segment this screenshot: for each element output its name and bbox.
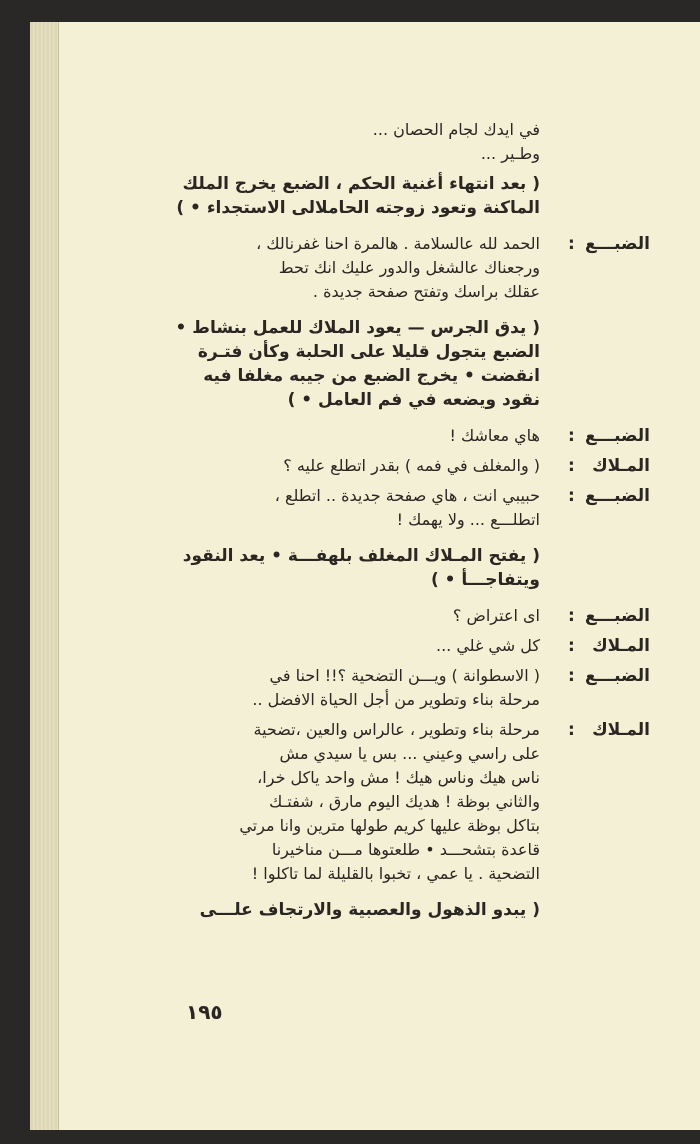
speaker-colon: : <box>568 426 575 446</box>
stage-line: انقضت • يخرج الضبع من جيبه مغلفا فيه <box>203 366 540 386</box>
speaker-colon: : <box>568 606 575 626</box>
dialogue-text <box>150 664 540 712</box>
dialogue-line: مرحلة بناء وتطوير من أجل الحياة الافضل .. <box>252 690 540 709</box>
speaker-name <box>562 424 650 448</box>
speaker-name <box>562 634 650 658</box>
dialogue-continuation <box>150 118 540 166</box>
dialogue-block <box>150 664 650 712</box>
speaker-colon: : <box>568 486 575 506</box>
speaker-colon: : <box>568 720 575 740</box>
speaker-colon: : <box>568 234 575 254</box>
stage-line: ( يبدو الذهول والعصبية والارتجاف علـــى <box>199 900 540 920</box>
stage-line: ( يدق الجرس — يعود الملاك للعمل بنشاط • <box>175 318 540 338</box>
speaker-label: المـلاك <box>592 636 650 656</box>
speaker-name <box>562 232 650 256</box>
stage-direction <box>150 316 540 412</box>
page-number: ١٩٥ <box>186 1000 223 1024</box>
dialogue-line: بتاكل بوظة عليها كريم طولها مترين وانا مرتي <box>239 816 540 835</box>
speaker-colon: : <box>568 636 575 656</box>
speaker-label: المـلاك <box>592 456 650 476</box>
dialogue-line: ( والمغلف في فمه ) بقدر اتطلع عليه ؟ <box>283 456 540 475</box>
dialogue-block <box>150 604 650 628</box>
speaker-name <box>562 664 650 688</box>
dialogue-line: كل شي غلي ... <box>436 636 540 655</box>
speaker-label: الضبـــع <box>585 426 650 446</box>
dialogue-line: مرحلة بناء وتطوير ، عالراس والعين ،تضحية <box>253 720 540 739</box>
dialogue-line: اى اعتراض ؟ <box>452 606 540 625</box>
stage-line: الماكنة وتعود زوجته الحاملالى الاستجداء • ) <box>176 198 540 218</box>
speaker-label: المـلاك <box>592 720 650 740</box>
dialogue-line: وطـير ... <box>480 144 540 163</box>
dialogue-line: الحمد لله عالسلامة . هالمرة احنا غفرنالك ، <box>256 234 540 253</box>
dialogue-block <box>150 634 650 658</box>
dialogue-line: ( الاسطوانة ) ويـــن التضحية ؟!! احنا في <box>269 666 540 685</box>
dialogue-block <box>150 484 650 532</box>
dialogue-line: هاي معاشك ! <box>449 426 540 445</box>
dialogue-line: والثاني بوظة ! هديك اليوم مارق ، شفتـك <box>269 792 540 811</box>
stage-line: الضبع يتجول قليلا على الحلبة وكأن فتـرة <box>197 342 540 362</box>
dialogue-line: في ايدك لجام الحصان ... <box>372 120 540 139</box>
stage-line: نقود ويضعه في فم العامل • ) <box>287 390 540 410</box>
dialogue-line: التضحية . يا عمي ، تخبوا بالقليلة لما تاكلوا ! <box>251 864 540 883</box>
dialogue-line: عقلك براسك وتفتح صفحة جديدة . <box>312 282 540 301</box>
speaker-name <box>562 484 650 508</box>
dialogue-text <box>150 634 540 658</box>
dialogue-line: حبيبي انت ، هاي صفحة جديدة .. اتطلع ، <box>274 486 540 505</box>
dialogue-text <box>150 484 540 532</box>
dialogue-line: قاعدة بتشحـــد • طلعتوها مـــن مناخيرنا <box>271 840 540 859</box>
dialogue-text <box>150 424 540 448</box>
dialogue-block <box>150 454 650 478</box>
stage-line: ويتفاجـــأ • ) <box>430 570 540 590</box>
stage-line: ( يفتح المـلاك المغلف بلهفـــة • يعد النقود <box>182 546 540 566</box>
dialogue-line: ورجعناك عالشغل والدور عليك انك تحط <box>278 258 540 277</box>
dialogue-text <box>150 604 540 628</box>
dialogue-block <box>150 232 650 304</box>
dialogue-text <box>150 718 540 886</box>
dialogue-block <box>150 718 650 886</box>
speaker-colon: : <box>568 666 575 686</box>
speaker-name <box>562 718 650 742</box>
page-edge-stack <box>30 22 59 1130</box>
dialogue-line: على راسي وعيني ... بس يا سيدي مش <box>279 744 540 763</box>
speaker-name <box>562 454 650 478</box>
speaker-label: الضبـــع <box>585 666 650 686</box>
dialogue-line: اتطلـــع ... ولا يهمك ! <box>396 510 540 529</box>
speaker-label: الضبـــع <box>585 606 650 626</box>
stage-direction <box>150 898 540 922</box>
speaker-colon: : <box>568 456 575 476</box>
speaker-name <box>562 604 650 628</box>
speaker-label: الضبـــع <box>585 486 650 506</box>
dialogue-text <box>150 232 540 304</box>
stage-line: ( بعد انتهاء أغنية الحكم ، الضبع يخرج الملك <box>182 174 540 194</box>
dialogue-block <box>150 424 650 448</box>
dialogue-line: ناس هيك وناس هيك ! مش واحد ياكل خرا، <box>257 768 540 787</box>
stage-direction <box>150 544 540 592</box>
page-text <box>150 118 650 922</box>
speaker-label: الضبـــع <box>585 234 650 254</box>
dialogue-text <box>150 454 540 478</box>
stage-direction <box>150 172 540 220</box>
